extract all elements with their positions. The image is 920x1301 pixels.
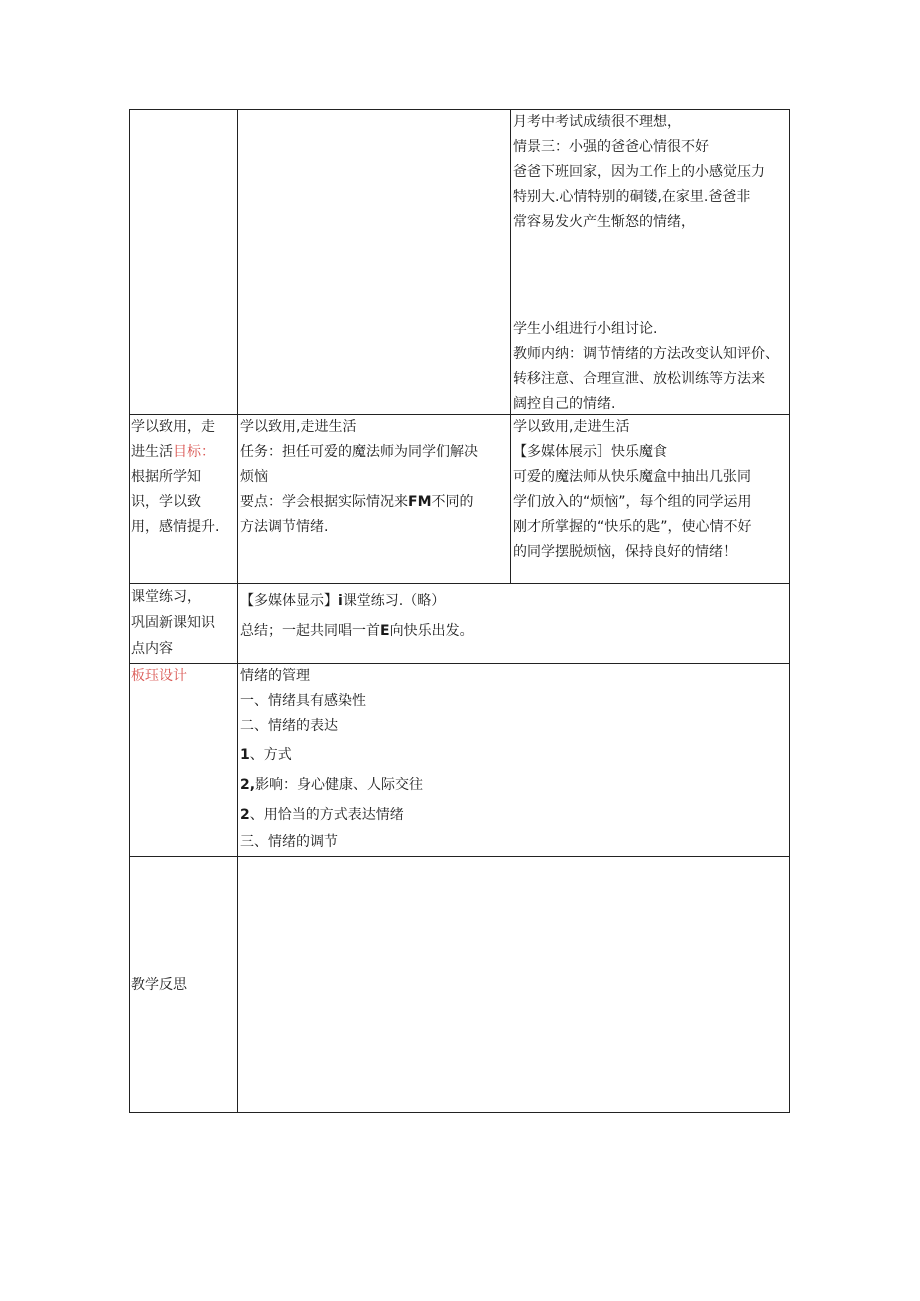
text-span: 向快乐出发。 — [389, 623, 474, 639]
text-line: 学以致用,走进生活 — [240, 419, 357, 435]
row-divider-2 — [129, 583, 790, 584]
text-line — [240, 586, 474, 616]
row1-col3-cell — [513, 110, 765, 235]
board-item: 二、情绪的表达 — [240, 718, 338, 734]
board-title: 情绪的管理 — [240, 668, 310, 684]
board-item — [240, 773, 423, 798]
text-span: 、方式 — [249, 747, 292, 763]
text-line: 可爱的魔法师从快乐魔盒中抽出几张同 — [513, 469, 751, 485]
row2-col1-cell — [131, 415, 219, 540]
table-right-border — [789, 109, 790, 1113]
row2-col2-cell — [240, 415, 478, 540]
text-line — [240, 616, 474, 646]
text-line: 用，感情提升. — [131, 519, 220, 535]
text-line: 刚才所掌握的“快乐的匙”，使心情不好 — [513, 519, 752, 535]
text-span: 2, — [240, 777, 256, 793]
text-line: 学生小组进行小组讨论. — [513, 321, 658, 337]
row-divider-3 — [129, 663, 790, 664]
text-span: E — [380, 623, 390, 639]
text-line: 的同学摆脱烦恼，保持良好的情绪！ — [513, 544, 737, 560]
text-line: 方法调节情绪. — [240, 519, 329, 535]
text-line: 阔控自己的情绪. — [513, 396, 616, 412]
text-span: 影响：身心健康、人际交往 — [255, 777, 424, 793]
board-design-label: 板珏设计 — [131, 668, 187, 684]
row1-col3-discussion — [513, 317, 779, 417]
text-span: 总结；一起共同唱一首 — [240, 623, 380, 639]
row3-col2-cell — [240, 586, 474, 646]
text-line: 学以致用,走进生活 — [513, 419, 630, 435]
table-bottom-border — [129, 1112, 790, 1113]
row2-col3-cell — [513, 415, 752, 565]
text-line: 点内容 — [131, 641, 173, 657]
text-span: 要点：学会根据实际情况来 — [240, 494, 408, 510]
teaching-reflection-label: 教学反思 — [131, 977, 187, 993]
text-line: 烦恼 — [240, 469, 268, 485]
text-span: FM — [408, 494, 432, 510]
text-span: 【多媒体显示】 — [240, 593, 338, 609]
board-item — [240, 803, 423, 828]
text-line: 特别大.心情特别的硐镂,在家里.爸爸非 — [513, 189, 751, 205]
text-span: 进生活 — [131, 444, 173, 460]
text-line: 爸爸下班回家，因为工作上的小感觉压力 — [513, 164, 765, 180]
row-divider-4 — [129, 856, 790, 857]
text-line: 教师内纳：调节情绪的方法改变认知评价、 — [513, 346, 779, 362]
board-item: 三、情绪的调节 — [240, 834, 338, 850]
text-span: 课堂练习.（略） — [342, 593, 446, 609]
text-line: 常容易发火产生惭怒的情绪， — [513, 214, 695, 230]
text-line: 根据所学知 — [131, 469, 201, 485]
text-line — [240, 490, 478, 515]
row3-col1-cell — [131, 584, 215, 662]
text-line: 情景三：小强的爸爸心情很不好 — [513, 139, 709, 155]
row4-col2-cell — [240, 664, 423, 855]
goal-label: 目标： — [173, 444, 215, 460]
text-line: 月考中考试成绩很不理想， — [513, 114, 681, 130]
text-line: 课堂练习， — [131, 589, 201, 605]
text-line: 【多媒体展示］快乐魔食 — [513, 444, 667, 460]
text-span: 2 — [240, 807, 250, 823]
text-line: 转移注意、合理宣泄、放松训练等方法来 — [513, 371, 765, 387]
text-line: 巩固新课知识 — [131, 615, 215, 631]
text-line: 任务：担任可爱的魔法师为同学们解决 — [240, 444, 478, 460]
column-divider-2 — [510, 109, 511, 584]
table-left-border — [129, 109, 130, 1113]
text-line: 学以致用，走 — [131, 419, 215, 435]
text-line — [131, 440, 219, 465]
text-line: 学们放入的“烦恼”，每个组的同学运用 — [513, 494, 752, 510]
text-span: 不同的 — [431, 494, 474, 510]
board-item: 一、情绪具有感染性 — [240, 693, 366, 709]
column-divider-1 — [237, 109, 238, 1113]
text-span: i — [338, 593, 343, 609]
text-line: 识，学以致 — [131, 494, 201, 510]
board-item — [240, 743, 423, 768]
text-span: 1 — [240, 747, 250, 763]
text-span: 、用恰当的方式表达情绪 — [249, 807, 404, 823]
